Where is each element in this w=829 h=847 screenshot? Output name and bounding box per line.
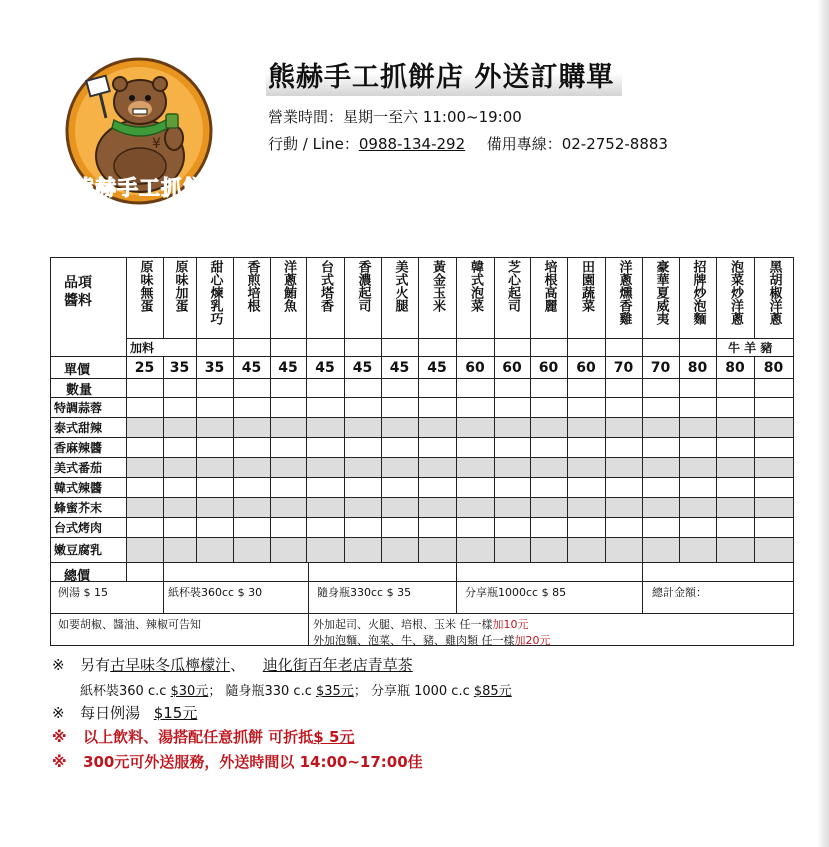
delivery-text: 300元可外送服務，外送時間以 14:00~17:00佳 [83, 753, 423, 771]
grid-line [344, 257, 345, 562]
grid-line [754, 356, 755, 562]
grid-line [50, 477, 794, 478]
share-price-cell[interactable]: 分享瓶1000cc $ 85 [465, 586, 567, 599]
drink-prices-note [80, 680, 512, 699]
bottle-text: ； 隨身瓶330 c.c [208, 684, 312, 699]
note-mark-icon: ※ [52, 753, 67, 771]
bottle-price-cell[interactable]: 隨身瓶330cc $ 35 [317, 586, 412, 599]
corner-item-label: 品項 [64, 275, 92, 291]
grid-line [381, 257, 382, 562]
grid-line [50, 356, 794, 357]
grid-line [50, 257, 51, 645]
item-name: 豪華夏威夷 [653, 260, 669, 325]
grid-line [163, 562, 164, 613]
item-price: 45 [278, 360, 298, 376]
extra-charge-1-text: 外加起司、火腿、培根、玉米 任一樣 [313, 618, 493, 631]
drinks-wintermelon: 古早味冬瓜檸檬汁 [110, 656, 231, 674]
grid-line [306, 257, 307, 562]
cup-text: 紙杯裝360 c.c [80, 684, 167, 699]
grid-line [50, 417, 794, 418]
grid-line [456, 562, 457, 613]
item-price: 45 [427, 360, 447, 376]
combo-text: 以上飲料、湯搭配任意抓餅 可折抵 [83, 728, 314, 746]
grid-line [308, 562, 309, 645]
grid-line [530, 257, 531, 562]
item-name: 黑胡椒洋蔥 [766, 260, 782, 325]
sauce-label: 美式番茄 [54, 461, 103, 475]
grid-line [50, 562, 794, 563]
grid-line [50, 457, 794, 458]
add-label: 加料 [130, 341, 155, 355]
item-price: 45 [241, 360, 262, 376]
item-price: 60 [538, 360, 559, 376]
item-name: 招牌炒泡麵 [690, 260, 706, 325]
shaded-row [126, 537, 793, 562]
grid-line [196, 257, 197, 562]
svg-text:¥: ¥ [152, 136, 161, 152]
item-price: 70 [613, 360, 634, 376]
sauce-label: 香麻辣醬 [54, 441, 103, 455]
sauce-label: 泰式甜辣 [54, 421, 103, 435]
item-price: 45 [315, 360, 335, 376]
share-text: ； 分享瓶 1000 c.c [353, 684, 470, 699]
grand-total-cell[interactable]: 總計金額： [652, 586, 707, 599]
mobile-number[interactable]: 0988-134-292 [358, 135, 466, 153]
item-price: 80 [763, 360, 784, 376]
corner-sauce-label: 醬料 [64, 293, 92, 309]
cup-price: $30元 [170, 684, 209, 699]
backup-number[interactable]: 02-2752-8883 [561, 135, 668, 153]
item-name: 田園蔬菜 [579, 260, 594, 312]
grid-line [50, 397, 794, 398]
item-price: 60 [465, 360, 485, 376]
backup-label: 備用專線： [486, 135, 562, 153]
item-name: 甜心煉乳巧 [207, 260, 223, 325]
item-name: 原味加蛋 [172, 260, 188, 312]
item-name: 韓式泡菜 [468, 260, 483, 312]
corner-header [64, 274, 92, 310]
drinks-prefix: 另有 [80, 656, 111, 674]
sauce-label: 嫩豆腐乳 [54, 543, 103, 557]
item-name: 香濃起司 [355, 260, 371, 312]
extra-charge-2-text: 外加泡麵、泡菜、牛、豬、雞肉類 任一樣 [313, 634, 515, 647]
shaded-row [126, 457, 793, 477]
extra-charge-1 [313, 616, 529, 632]
logo-text: 熊赫手工抓餅 [73, 176, 205, 200]
item-price: 45 [352, 360, 373, 376]
item-name: 台式塔香 [318, 260, 333, 312]
bottle-price: $35元 [316, 684, 354, 699]
grid-line [50, 497, 794, 498]
sauce-label: 韓式辣醬 [54, 481, 103, 495]
item-name: 泡菜炒洋蔥 [728, 260, 743, 325]
note-mark-icon: ※ [52, 704, 65, 722]
note-mark-icon: ※ [52, 656, 65, 674]
combo-price: $ 5元 [313, 728, 355, 746]
meat-label: 牛 羊 豬 [728, 341, 773, 355]
item-name: 培根高麗 [541, 260, 557, 312]
sauce-label: 蜂蜜芥末 [54, 501, 103, 515]
grid-line [50, 581, 794, 582]
grid-line [270, 257, 271, 562]
item-price: 35 [169, 360, 190, 376]
item-name: 洋蔥鮪魚 [281, 260, 296, 312]
item-name: 美式火腿 [392, 260, 408, 312]
sauce-label: 特調蒜蓉 [54, 401, 103, 415]
grid-line [126, 257, 127, 581]
grid-line [418, 257, 419, 562]
item-price: 70 [650, 360, 671, 376]
grid-line [793, 257, 794, 645]
shaded-row [126, 417, 793, 437]
item-name: 洋蔥燻香雞 [616, 260, 632, 325]
soup-text: 每日例湯 [80, 704, 141, 722]
grid-line [50, 517, 794, 518]
item-name: 香煎培根 [244, 260, 260, 312]
grid-line [50, 437, 794, 438]
grid-line [50, 257, 794, 258]
cup-price-cell[interactable]: 紙杯裝360cc $ 30 [168, 586, 263, 599]
qty-label: 數量 [66, 383, 93, 398]
item-price: 80 [725, 360, 745, 376]
grid-line [163, 356, 164, 562]
grid-line [494, 257, 495, 562]
grid-line [233, 257, 234, 562]
extra-charge-1-price: 加10元 [492, 618, 529, 631]
grid-line [679, 257, 680, 562]
grid-line [716, 257, 717, 562]
total-label: 總價 [64, 569, 91, 584]
grid-line [754, 257, 755, 338]
item-price: 60 [576, 360, 596, 376]
grid-line [605, 257, 606, 562]
price-label: 單價 [64, 363, 91, 378]
item-name: 芝心起司 [505, 260, 520, 312]
page-title: 熊赫手工抓餅店 外送訂購單 [266, 60, 622, 96]
sauce-label: 台式烤肉 [54, 521, 103, 535]
hours-value: 11:00~19:00 [422, 108, 522, 126]
grid-line [567, 257, 568, 562]
item-price: 80 [687, 360, 708, 376]
item-price: 60 [502, 360, 522, 376]
item-price: 45 [389, 360, 410, 376]
condiments-note: 如要胡椒、醬油、辣椒可告知 [58, 618, 201, 631]
drinks-tea: 迪化街百年老店青草茶 [262, 656, 413, 674]
grid-line [126, 338, 794, 339]
grid-line [50, 537, 794, 538]
item-name: 黃金玉米 [430, 260, 445, 312]
drinks-note [52, 654, 413, 675]
item-name: 原味無蛋 [137, 260, 153, 312]
delivery-note [52, 751, 423, 772]
mobile-label: 行動 / Line： [268, 135, 359, 153]
grid-line [50, 378, 794, 379]
soup-note [52, 702, 197, 723]
combo-note [52, 726, 354, 747]
note-mark-icon: ※ [52, 728, 67, 746]
grid-line [50, 613, 794, 614]
extra-charge-2 [313, 632, 551, 648]
extra-charge-2-price: 加20元 [514, 634, 551, 647]
hours-label: 營業時間：星期一至六 [268, 108, 419, 126]
drinks-separator: 、 [230, 656, 246, 674]
soup-price: $15元 [153, 704, 198, 722]
item-price: 25 [134, 360, 155, 376]
share-price: $85元 [473, 684, 512, 699]
item-price: 35 [204, 360, 225, 376]
grid-line [456, 257, 457, 562]
shaded-row [126, 497, 793, 517]
grid-line [163, 257, 164, 338]
grid-line [642, 257, 643, 562]
soup-price-cell[interactable]: 例湯 $ 15 [58, 586, 108, 599]
grid-line [642, 562, 643, 613]
